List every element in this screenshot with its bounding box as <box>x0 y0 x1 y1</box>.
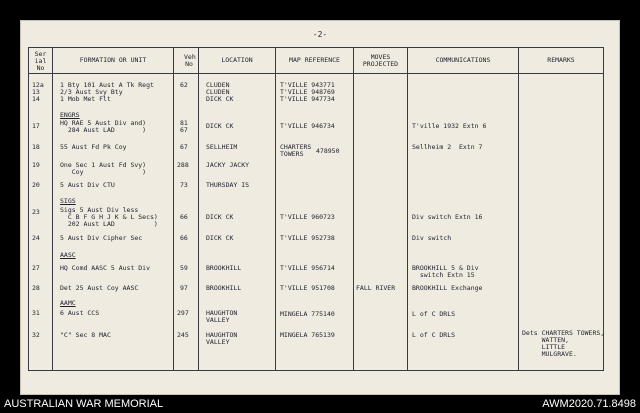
col-divider <box>275 47 276 371</box>
col-divider <box>28 47 29 371</box>
header-moves: MOVES PROJECTED <box>362 53 399 68</box>
header-veh: Veh No <box>184 53 196 68</box>
row-veh: 73 <box>180 181 188 189</box>
section-engrs: ENGRS <box>60 111 80 119</box>
row-serial: 24 <box>32 234 40 242</box>
row-unit: 5 Aust Div CTU <box>60 181 115 189</box>
row-location: SELLHEIM <box>206 143 238 151</box>
row-unit: 55 Aust Fd Pk Coy <box>60 143 127 151</box>
row-mapref: T'VILLE 952738 <box>280 234 335 242</box>
header-location: LOCATION <box>221 56 253 64</box>
row-serial: 32 <box>32 331 40 339</box>
row-remarks: Dets CHARTERS TOWERS, WATTEN, LITTLE MULGRAVE. <box>522 329 605 358</box>
row-location: DICK CK <box>206 122 234 130</box>
page-number: -2- <box>312 30 328 39</box>
row-location: DICK CK <box>206 234 234 242</box>
row-serial: 20 <box>32 181 40 189</box>
row-unit: 5 Aust Div Cipher Sec <box>60 234 143 242</box>
footer-institution: AUSTRALIAN WAR MEMORIAL <box>4 398 164 410</box>
row-comms: Div switch Extn 16 <box>412 213 483 221</box>
row-unit: Det 25 Aust Coy AASC <box>60 284 139 292</box>
archive-footer <box>0 395 640 413</box>
section-aamc: AAMC <box>60 299 76 307</box>
col-divider <box>518 47 519 371</box>
row-location: DICK CK <box>206 213 234 221</box>
row-veh: 59 <box>180 264 188 272</box>
row-unit: HQ RAE 5 Aust Div and) 284 Aust LAD ) <box>60 119 147 134</box>
header-comms: COMMUNICATIONS <box>435 56 491 64</box>
row-unit: "C" Sec 8 MAC <box>60 331 111 339</box>
row-mapref: T'VILLE 946734 <box>280 122 335 130</box>
col-divider <box>353 47 354 371</box>
row-mapref: T'VILLE 960723 <box>280 213 335 221</box>
row-comms: T'ville 1932 Extn 6 <box>412 122 487 130</box>
row-veh: 67 <box>180 143 188 151</box>
header-mapref: MAP REFERENCE <box>289 56 340 64</box>
row-comms: L of C DRLS <box>412 331 456 339</box>
row-veh: 62 <box>180 81 188 89</box>
row-unit: 6 Aust CCS <box>60 309 100 317</box>
row-location: JACKY JACKY <box>206 161 250 169</box>
row-mapref: T'VILLE 943771 T'VILLE 948769 T'VILLE 947734 <box>280 81 335 103</box>
col-divider <box>173 47 174 371</box>
footer-accession-number: AWM2020.71.8498 <box>542 398 636 410</box>
row-veh: 81 67 <box>180 119 188 134</box>
header-serial: Ser ial No <box>34 50 47 72</box>
row-location: THURSDAY IS <box>206 181 250 189</box>
row-veh: 288 <box>177 161 189 169</box>
row-unit: One Sec 1 Aust Fd Svy) Coy ) <box>60 161 147 176</box>
row-mapref-number: 478950 <box>316 147 340 155</box>
row-serial: 19 <box>32 161 40 169</box>
row-serial: 12a 13 14 <box>32 81 44 103</box>
row-unit: HQ Comd AASC 5 Aust Div <box>60 264 151 272</box>
row-moves: FALL RIVER <box>356 284 396 292</box>
row-veh: 97 <box>180 284 188 292</box>
row-comms: Sellheim 2 Extn 7 <box>412 143 483 151</box>
row-veh: 66 <box>180 213 188 221</box>
section-sigs: SIGS <box>60 197 76 205</box>
row-veh: 297 <box>177 309 189 317</box>
row-location: HAUGHTON VALLEY <box>206 331 238 346</box>
col-divider <box>407 47 408 371</box>
row-unit: Sigs 5 Aust Div less C B F G H J K & L Secs) 202 Aust LAD ) <box>60 206 158 228</box>
row-mapref: T'VILLE 956714 <box>280 264 335 272</box>
row-serial: 23 <box>32 208 40 216</box>
row-comms: BROOKHILL 5 & Div switch Extn 15 <box>412 264 479 279</box>
row-unit: 1 Bty 101 Aust A Tk Regt 2/3 Aust Svy Bty 1 Mob Met Flt <box>60 81 154 103</box>
row-location: BROOKHILL <box>206 264 242 272</box>
col-divider <box>603 47 604 371</box>
row-serial: 27 <box>32 264 40 272</box>
col-divider <box>52 47 53 371</box>
section-aasc: AASC <box>60 251 76 259</box>
row-location: BROOKHILL <box>206 284 242 292</box>
row-mapref: CHARTERS TOWERS <box>280 143 312 158</box>
row-mapref: T'VILLE 951708 <box>280 284 335 292</box>
header-remarks: REMARKS <box>547 56 575 64</box>
row-comms: L of C DRLS <box>412 310 456 318</box>
row-serial: 17 <box>32 122 40 130</box>
row-location: HAUGHTON VALLEY <box>206 309 238 324</box>
row-mapref: MINGELA 775140 <box>280 310 335 318</box>
header-formation: FORMATION OR UNIT <box>79 56 147 64</box>
row-location: CLUDEN CLUDEN DICK CK <box>206 81 234 103</box>
row-serial: 28 <box>32 284 40 292</box>
row-mapref: MINGELA 765139 <box>280 331 335 339</box>
row-comms: BROOKHILL Exchange <box>412 284 483 292</box>
col-divider <box>198 47 199 371</box>
document-page <box>20 20 620 395</box>
row-serial: 31 <box>32 309 40 317</box>
row-serial: 18 <box>32 143 40 151</box>
row-veh: 66 <box>180 234 188 242</box>
row-veh: 245 <box>177 331 189 339</box>
row-comms: Div switch <box>412 234 452 242</box>
